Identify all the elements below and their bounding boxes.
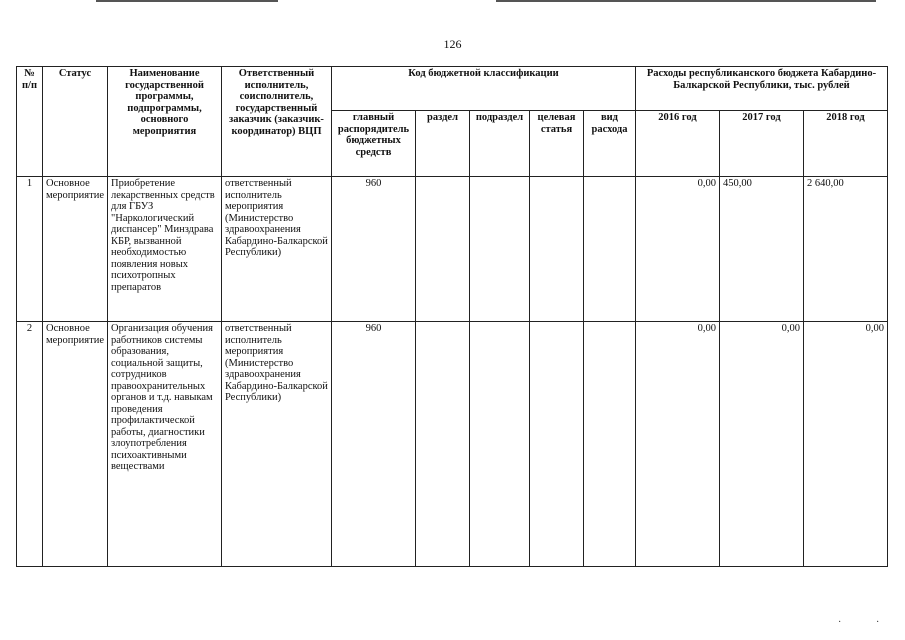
scan-mark: · <box>838 617 842 628</box>
cell-podrazdel <box>469 177 529 322</box>
cell-responsible: ответственный исполнитель мероприятия (Министерство здравоохранения Кабардино-Балкарской Республики) <box>221 322 331 567</box>
top-rule-left <box>96 0 278 2</box>
cell-2017: 0,00 <box>719 322 803 567</box>
cell-podrazdel <box>469 322 529 567</box>
header-num: № п/п <box>17 67 43 177</box>
cell-num: 2 <box>17 322 43 567</box>
cell-vid <box>583 322 635 567</box>
scan-mark: · <box>876 617 880 628</box>
cell-responsible: ответственный исполнитель мероприятия (Министерство здравоохранения Кабардино-Балкарской Республики) <box>221 177 331 322</box>
header-expenses-group: Расходы республиканского бюджета Кабардино-Балкарской Республики, тыс. рублей <box>635 67 887 111</box>
header-year-2018: 2018 год <box>803 111 887 177</box>
cell-status: Основное мероприятие <box>43 322 108 567</box>
cell-razdel <box>415 322 469 567</box>
header-kbk-razdel: раздел <box>415 111 469 177</box>
header-kbk-group: Код бюджетной классификации <box>331 67 635 111</box>
cell-name: Организация обучения работников системы образования, социальной защиты, сотрудников правоохранительных органов и т.д. навыкам проведения профилактической работы, диагностики злоупотребления психоактивными веществами <box>107 322 221 567</box>
header-kbk-podrazdel: подраздел <box>469 111 529 177</box>
header-kbk-vid: вид расхода <box>583 111 635 177</box>
cell-num: 1 <box>17 177 43 322</box>
cell-name: Приобретение лекарственных средств для ГБУЗ "Наркологический диспансер" Минздрава КБР, вызванной необходимостью появления новых психотропных препаратов <box>107 177 221 322</box>
header-kbk-celevaya: целевая статья <box>529 111 583 177</box>
top-rule-right <box>496 0 876 2</box>
header-responsible: Ответственный исполнитель, соисполнитель, государственный заказчик (заказчик-координатор) ВЦП <box>221 67 331 177</box>
header-year-2017: 2017 год <box>719 111 803 177</box>
cell-grbs: 960 <box>331 177 415 322</box>
cell-2017: 450,00 <box>719 177 803 322</box>
header-kbk-grbs: главный распорядитель бюджетных средств <box>331 111 415 177</box>
cell-grbs: 960 <box>331 322 415 567</box>
header-name: Наименование государственной программы, подпрограммы, основного мероприятия <box>107 67 221 177</box>
cell-2018: 2 640,00 <box>803 177 887 322</box>
table-row <box>17 322 888 567</box>
header-year-2016: 2016 год <box>635 111 719 177</box>
cell-status: Основное мероприятие <box>43 177 108 322</box>
cell-2018: 0,00 <box>803 322 887 567</box>
page-number: 126 <box>443 37 462 51</box>
cell-vid <box>583 177 635 322</box>
program-table <box>16 66 888 567</box>
cell-razdel <box>415 177 469 322</box>
cell-2016: 0,00 <box>635 177 719 322</box>
table-row <box>17 177 888 322</box>
cell-2016: 0,00 <box>635 322 719 567</box>
header-status: Статус <box>43 67 108 177</box>
cell-celevaya <box>529 177 583 322</box>
cell-celevaya <box>529 322 583 567</box>
